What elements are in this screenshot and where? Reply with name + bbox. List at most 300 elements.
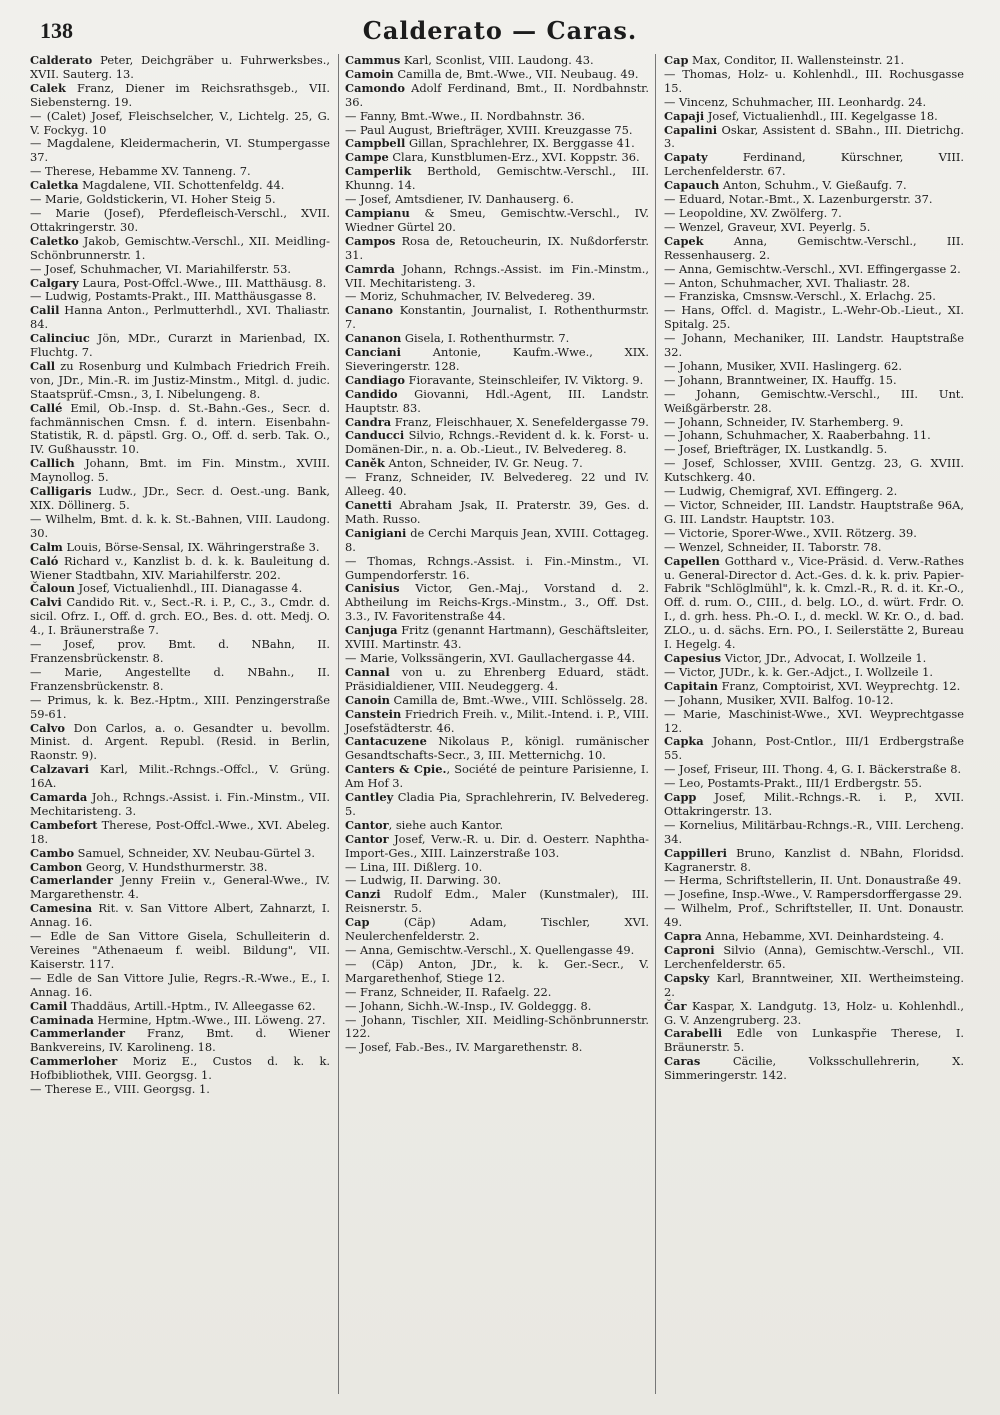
directory-entry	[30, 457, 330, 485]
directory-entry	[345, 555, 649, 583]
directory-entry	[345, 735, 649, 763]
directory-entry	[664, 708, 964, 736]
entry-surname: Camil	[30, 998, 68, 1013]
entry-details: Cäcilie, Volksschullehrerin, X. Simmeringerstr. 142.	[664, 1054, 964, 1083]
entry-details: Franz, Fleischhauer, X. Senefeldergasse 79.	[391, 414, 649, 429]
directory-entry	[345, 82, 649, 110]
directory-entry	[345, 416, 649, 430]
directory-entry	[664, 930, 964, 944]
entry-surname: Caminada	[30, 1012, 94, 1027]
entry-surname: Calligaris	[30, 484, 92, 499]
entry-details: Karl, Sconlist, VIII. Laudong. 43.	[400, 54, 594, 67]
entry-details: Bruno, Kanzlist d. NBahn, Floridsd. Kagranerstr. 8.	[664, 845, 964, 874]
entry-details: — Ludwig, Postamts-Prakt., III. Matthäusgasse 8.	[30, 289, 317, 304]
directory-entry	[30, 1014, 330, 1028]
directory-entry	[345, 874, 649, 888]
entry-details: Karl, Milit.-Rchngs.-Offcl., V. Grüng. 16A.	[30, 762, 330, 791]
entry-details: Gotthard v., Vice-Präsid. d. Verw.-Rathes u. General-Director d. Act.-Ges. d. k. k. priv. Papier-Fabrik "Schlöglmühl", k. k. Cmzl.-R., R. d. it. Kr.-O., Off. d. rum. O., CIII., d. belg. LO., d. würt. Frdr. O. I., d. grh. hess. Ph.-O. I., d. meckl. W. Kr. O., d. bad. ZLO., u. d. sächs. Ern. PO., I. Seilerstätte 2, Bureau I. Hegelg. 4.	[664, 553, 964, 652]
entry-surname: Cantor	[345, 831, 389, 846]
entry-surname: Calvi	[30, 595, 62, 610]
entry-details: — Franz, Schneider, IV. Belvedereg. 22 und IV. Alleeg. 40.	[345, 470, 649, 499]
entry-surname: Cammus	[345, 54, 401, 67]
entry-details: Hanna Anton., Perlmutterhdl., XVI. Thaliastr. 84.	[30, 303, 330, 332]
entry-details: — Vincenz, Schuhmacher, III. Leonhardg. 24.	[664, 94, 927, 109]
entry-surname: Camrda	[345, 261, 395, 276]
directory-entry	[345, 958, 649, 986]
entry-details: Nikolaus P., königl. rumänischer Gesandtschafts-Secr., 3, III. Metternichg. 10.	[345, 734, 649, 763]
entry-details: — Thomas, Holz- u. Kohlenhdl., III. Rochusgasse 15.	[664, 66, 964, 95]
entry-details: — Wenzel, Graveur, XVI. Peyerlg. 5.	[664, 219, 871, 234]
entry-surname: Canano	[345, 303, 393, 318]
entry-details: Franz, Comptoirist, XVI. Weyprechtg. 12.	[718, 678, 961, 693]
entry-details: — Thomas, Rchngs.-Assist. i. Fin.-Minstm., VI. Gumpendorferstr. 16.	[345, 553, 649, 582]
directory-entry	[30, 694, 330, 722]
entry-details: — Wilhelm, Bmt. d. k. k. St.-Bahnen, VIII. Laudong. 30.	[30, 511, 330, 540]
directory-entry	[30, 110, 330, 138]
entry-surname: Canstein	[345, 706, 402, 721]
directory-entry	[345, 304, 649, 332]
directory-entry	[664, 179, 964, 193]
entry-details: — Josef, Amtsdiener, IV. Danhauserg. 6.	[345, 192, 574, 207]
directory-entry	[345, 137, 649, 151]
entry-details: Abraham Jsak, II. Praterstr. 39, Ges. d. Math. Russo.	[345, 498, 649, 526]
directory-entry	[664, 374, 964, 388]
entry-details: — Anton, Schuhmacher, XVI. Thaliastr. 28.	[664, 275, 911, 290]
entry-details: — Therese E., VIII. Georgsg. 1.	[30, 1082, 210, 1097]
entry-details: — Johann, Branntweiner, IX. Hauffg. 15.	[664, 372, 897, 387]
directory-entry	[664, 902, 964, 930]
directory-entry	[664, 290, 964, 304]
directory-entry	[664, 54, 964, 68]
entry-details: Johann, Rchngs.-Assist. im Fin.-Minstm., VII. Mechitaristeng. 3.	[345, 261, 649, 290]
entry-details: — Hans, Offcl. d. Magistr., L.-Wehr-Ob.-Lieut., XI. Spitalg. 25.	[664, 303, 964, 332]
directory-entry	[345, 124, 649, 138]
entry-details: Jenny Freiin v., General-Wwe., IV. Margarethenstr. 4.	[30, 873, 330, 902]
entry-surname: Camerlander	[30, 873, 113, 888]
directory-entry	[664, 304, 964, 332]
entry-details: Georg, V. Hundsthurmerstr. 38.	[82, 859, 268, 874]
directory-entry	[664, 388, 964, 416]
entry-surname: Caproni	[664, 943, 715, 957]
entry-surname: Candido	[345, 386, 398, 401]
directory-entry	[30, 638, 330, 666]
directory-entry	[30, 763, 330, 791]
directory-entry	[30, 137, 330, 165]
entry-details: — Paul August, Briefträger, XVIII. Kreuzgasse 75.	[345, 122, 633, 137]
directory-entry	[345, 763, 649, 791]
directory-entry	[30, 402, 330, 458]
directory-entry	[345, 652, 649, 666]
page-header	[30, 16, 970, 50]
entry-surname: Carabelli	[664, 1026, 723, 1041]
entry-surname: Callé	[30, 400, 63, 415]
entry-surname: Canjuga	[345, 623, 398, 638]
entry-surname: Campbell	[345, 136, 406, 151]
directory-entry	[345, 499, 649, 527]
directory-entry	[30, 596, 330, 638]
entry-details: Louis, Börse-Sensal, IX. Währingerstraße 3.	[62, 539, 320, 554]
directory-entry	[664, 555, 964, 652]
entry-details: Clara, Kunstblumen-Erz., XVI. Koppstr. 36.	[388, 150, 640, 165]
column-middle	[338, 54, 656, 1394]
entry-surname: Cap	[345, 915, 370, 930]
entry-details: Moriz E., Custos d. k. k. Hofbibliothek, VIII. Georgsg. 1.	[30, 1054, 330, 1083]
entry-details: (Cäp) Adam, Tischler, XVI. Neulerchenfelderstr. 2.	[345, 915, 649, 944]
directory-entry	[664, 235, 964, 263]
directory-entry	[345, 833, 649, 861]
entry-details: — Josef, Fab.-Bes., IV. Margarethenstr. 8.	[345, 1040, 583, 1055]
entry-details: Joh., Rchngs.-Assist. i. Fin.-Minstm., VII. Mechitaristeng. 3.	[30, 790, 330, 818]
directory-entry	[345, 916, 649, 944]
entry-details: Victor, JDr., Advocat, I. Wollzeile 1.	[721, 650, 927, 665]
entry-details: — Herma, Schriftstellerin, II. Unt. Donaustraße 49.	[664, 873, 962, 888]
entry-details: Rudolf Edm., Maler (Kunstmaler), III. Reisnerstr. 5.	[345, 887, 649, 916]
directory-entry	[30, 930, 330, 972]
directory-entry	[30, 165, 330, 179]
entry-details: — (Cäp) Anton, JDr., k. k. Ger.-Secr., V. Margarethenhof, Stiege 12.	[345, 956, 649, 985]
entry-details: — Wenzel, Schneider, II. Taborstr. 78.	[664, 539, 882, 554]
entry-details: — Fanny, Bmt.-Wwe., II. Nordbahnstr. 36.	[345, 108, 585, 123]
directory-entry	[664, 944, 964, 972]
entry-details: Don Carlos, a. o. Gesandter u. bevollm. Minist. d. Argent. Republ. (Resid. in Berlin, Raonstr. 9).	[30, 720, 330, 763]
directory-entry	[345, 110, 649, 124]
directory-entry	[664, 360, 964, 374]
directory-entry	[30, 54, 330, 82]
entry-surname: Capaty	[664, 150, 708, 165]
directory-entry	[345, 819, 649, 833]
entry-details: Franz, Diener im Reichsrathsgeb., VII. Siebensterng. 19.	[30, 80, 330, 109]
directory-entry	[664, 972, 964, 1000]
entry-details: — Marie, Angestellte d. NBahn., II. Franzensbrückenstr. 8.	[30, 664, 330, 693]
entry-details: — Johann, Mechaniker, III. Landstr. Hauptstraße 32.	[664, 331, 964, 360]
entry-surname: Campianu	[345, 205, 410, 220]
directory-entry	[664, 694, 964, 708]
entry-details: — Wilhelm, Prof., Schriftsteller, II. Unt. Donaustr. 49.	[664, 901, 964, 930]
directory-entry	[664, 429, 964, 443]
entry-details: — Lina, III. Dißlerg. 10.	[345, 859, 483, 874]
directory-entry	[30, 861, 330, 875]
entry-details: Laura, Post-Offcl.-Wwe., III. Matthäusg. 8.	[78, 275, 327, 290]
directory-entry	[30, 541, 330, 555]
entry-surname: Canigiani	[345, 525, 407, 540]
entry-surname: Campe	[345, 150, 389, 165]
entry-surname: Cantley	[345, 790, 394, 805]
entry-details: Camilla de, Bmt.-Wwe., VIII. Schlösselg. 28.	[389, 692, 648, 707]
directory-entry	[30, 791, 330, 819]
directory-entry	[345, 582, 649, 624]
entry-surname: Capitain	[664, 678, 718, 693]
entry-details: Berthold, Gemischtw.-Verschl., III. Khunng. 14.	[345, 164, 649, 193]
directory-entry	[30, 179, 330, 193]
entry-surname: Calek	[30, 80, 66, 95]
entry-surname: Calinciuc	[30, 331, 90, 346]
entry-details: Antonie, Kaufm.-Wwe., XIX. Sieveringerstr. 128.	[345, 345, 649, 373]
directory-entry	[30, 332, 330, 360]
entry-surname: Caletko	[30, 233, 79, 248]
directory-entry	[345, 624, 649, 652]
entry-details: — Franziska, Cmsnsw.-Verschl., X. Erlachg. 25.	[664, 289, 936, 304]
entry-surname: Capalini	[664, 122, 718, 137]
directory-entry	[345, 151, 649, 165]
entry-details: — Ludwig, Chemigraf, XVI. Effingerg. 2.	[664, 484, 898, 499]
directory-entry	[30, 235, 330, 263]
directory-entry	[30, 555, 330, 583]
entry-details: — Josef, Schuhmacher, VI. Mariahilferstr. 53.	[30, 261, 292, 276]
directory-entry	[664, 819, 964, 847]
directory-entry	[664, 527, 964, 541]
directory-entry	[345, 1041, 649, 1055]
entry-details: Anton, Schneider, IV. Gr. Neug. 7.	[384, 456, 583, 471]
entry-surname: Cambefort	[30, 817, 98, 832]
directory-entry	[30, 513, 330, 541]
entry-details: Samuel, Schneider, XV. Neubau-Gürtel 3.	[74, 845, 315, 860]
entry-surname: Calzavari	[30, 762, 89, 777]
entry-details: — Johann, Sichh.-W.-Insp., IV. Goldeggg. 8.	[345, 998, 592, 1013]
directory-entry	[30, 972, 330, 1000]
directory-entry	[664, 1000, 964, 1028]
entry-surname: Capaji	[664, 108, 705, 123]
entry-surname: Capellen	[664, 553, 720, 568]
entry-surname: Camoin	[345, 66, 394, 81]
entry-details: — Leopoldine, XV. Zwölferg. 7.	[664, 205, 842, 220]
entry-surname: Caněk	[345, 456, 385, 471]
directory-entry	[30, 277, 330, 291]
entry-details: Adolf Ferdinand, Bmt., II. Nordbahnstr. 36.	[345, 80, 649, 109]
directory-entry	[345, 1014, 649, 1042]
entry-details: — Marie, Maschinist-Wwe., XVI. Weyprechtgasse 12.	[664, 706, 964, 735]
entry-details: Josef, Victualienhdl., III. Dianagasse 4.	[74, 581, 303, 596]
entry-surname: Čar	[664, 998, 687, 1013]
directory-entry	[345, 666, 649, 694]
entry-details: Johann, Bmt. im Fin. Minstm., XVIII. Maynollog. 5.	[30, 456, 330, 485]
entry-details: Ludw., JDr., Secr. d. Oest.-ung. Bank, XIX. Döllinerg. 5.	[30, 484, 330, 512]
entry-details: — Victor, JUDr., k. k. Ger.-Adjct., I. Wollzeile 1.	[664, 664, 934, 679]
entry-surname: Cammerloher	[30, 1054, 118, 1069]
entry-surname: Cananon	[345, 331, 402, 346]
directory-entry	[664, 263, 964, 277]
entry-details: — Josef, Friseur, III. Thong. 4, G. I. Bäckerstraße 8.	[664, 762, 962, 777]
entry-details: , Société de peinture Parisienne, I. Am Hof 3.	[345, 762, 650, 791]
entry-surname: Capauch	[664, 178, 720, 193]
entry-details: — Moriz, Schuhmacher, IV. Belvedereg. 39.	[345, 289, 596, 304]
directory-entry	[664, 151, 964, 179]
entry-details: — Edle de San Vittore Julie, Regrs.-R.-Wwe., E., I. Annag. 16.	[30, 970, 330, 999]
directory-entry	[664, 680, 964, 694]
entry-details: Rosa de, Retoucheurin, IX. Nußdorferstr. 31.	[345, 233, 649, 262]
entry-details: — Marie (Josef), Pferdefleisch-Verschl., XVII. Ottakringerstr. 30.	[30, 205, 330, 234]
entry-details: Anton, Schuhm., V. Gießaufg. 7.	[719, 178, 907, 193]
entry-details: Camilla de, Bmt.-Wwe., VII. Neubaug. 49.	[393, 66, 639, 81]
entry-surname: Capra	[664, 929, 702, 944]
entry-details: Richard v., Kanzlist b. d. k. k. Bauleitung d. Wiener Stadtbahn, XIV. Mariahilferstr. 202.	[30, 553, 330, 582]
directory-entry	[664, 735, 964, 763]
entry-surname: Calvo	[30, 720, 65, 735]
entry-details: von u. zu Ehrenberg Eduard, städt. Präsidialdiener, VIII. Neudeggerg. 4.	[345, 664, 649, 693]
entry-details: Jön, MDr., Curarzt in Marienbad, IX. Fluchtg. 7.	[30, 331, 330, 360]
entry-details: Fioravante, Steinschleifer, IV. Viktorg. 9.	[404, 372, 644, 387]
entry-surname: Callich	[30, 456, 75, 471]
entry-surname: Calm	[30, 539, 63, 554]
entry-details: , siehe auch Kantor.	[388, 817, 504, 832]
entry-surname: Canciani	[345, 345, 401, 360]
entry-surname: Cannal	[345, 664, 390, 679]
entry-surname: Cambo	[30, 845, 75, 860]
entry-details: Anna, Hebamme, XVI. Deinhardsteing. 4.	[701, 929, 945, 944]
entry-details: — Primus, k. k. Bez.-Hptm., XIII. Penzingerstraße 59-61.	[30, 692, 330, 721]
entry-details: — Josef, prov. Bmt. d. NBahn, II. Franzensbrückenstr. 8.	[30, 637, 330, 665]
directory-entry	[345, 332, 649, 346]
entry-surname: Camondo	[345, 80, 405, 95]
entry-surname: Call	[30, 358, 56, 373]
directory-entry	[345, 457, 649, 471]
entry-details: de Cerchi Marquis Jean, XVIII. Cottageg. 8.	[345, 525, 649, 554]
entry-details: Oskar, Assistent d. SBahn., III. Dietrichg. 3.	[664, 122, 964, 151]
directory-entry	[345, 694, 649, 708]
directory-entry	[664, 791, 964, 819]
column-right	[664, 54, 964, 1394]
entry-details: — Therese, Hebamme XV. Tanneng. 7.	[30, 164, 251, 179]
entry-details: — Johann, Schuhmacher, X. Raaberbahng. 11.	[664, 428, 931, 443]
directory-entry	[345, 888, 649, 916]
entry-details: Jakob, Gemischtw.-Verschl., XII. Meidling-Schönbrunnerstr. 1.	[30, 233, 330, 262]
entry-details: — Franz, Schneider, II. Rafaelg. 22.	[345, 984, 552, 999]
directory-entry	[345, 263, 649, 291]
entry-details: Konstantin, Journalist, I. Rothenthurmstr. 7.	[345, 303, 649, 332]
directory-entry	[30, 722, 330, 764]
entry-details: Max, Conditor, II. Wallensteinstr. 21.	[688, 54, 905, 67]
directory-entry	[345, 346, 649, 374]
directory-entry	[30, 263, 330, 277]
directory-entry	[345, 861, 649, 875]
entry-details: & Smeu, Gemischtw.-Verschl., IV. Wiedner Gürtel 20.	[345, 205, 649, 234]
entry-details: — (Calet) Josef, Fleischselcher, V., Lichtelg. 25, G. V. Fockyg. 10	[30, 108, 330, 137]
directory-entry	[30, 82, 330, 110]
entry-details: Franz, Bmt. d. Wiener Bankvereins, IV. Karolineng. 18.	[30, 1026, 330, 1055]
entry-details: Cladia Pia, Sprachlehrerin, IV. Belvedereg. 5.	[345, 790, 649, 818]
directory-entry	[664, 1055, 964, 1083]
directory-entry	[30, 1000, 330, 1014]
directory-entry	[664, 485, 964, 499]
entry-details: Therese, Post-Offcl.-Wwe., XVI. Abeleg. 18.	[30, 817, 330, 846]
directory-entry	[345, 429, 649, 457]
entry-surname: Caras	[664, 1054, 701, 1069]
entry-details: Gisela, I. Rothenthurmstr. 7.	[401, 331, 570, 346]
entry-details: Victor, Gen.-Maj., Vorstand d. 2. Abtheilung im Reichs-Krgs.-Minstm., 3., Off. Dst. 3.3., IV. Favoritenstraße 44.	[345, 581, 649, 624]
entry-surname: Calil	[30, 303, 60, 318]
entry-details: — Josefine, Insp.-Wwe., V. Rampersdorffergasse 29.	[664, 887, 963, 902]
entry-surname: Canducci	[345, 428, 405, 443]
running-head: Calderato — Caras.	[362, 16, 638, 45]
entry-details: — Johann, Musiker, XVII. Balfog. 10-12.	[664, 692, 894, 707]
entry-details: — Ludwig, II. Darwing. 30.	[345, 873, 502, 888]
entry-details: — Josef, Briefträger, IX. Lustkandlg. 5.	[664, 442, 888, 457]
directory-entry	[345, 374, 649, 388]
entry-surname: Cap	[664, 54, 689, 67]
entry-details: Candido Rit. v., Sect.-R. i. P., C., 3., Cmdr. d. sicil. Ofrz. I., Off. d. grch. EO., Bes. d. ott. Medj. O. 4., I. Bräunerstraße 7.	[30, 595, 330, 638]
entry-details: Johann, Post-Cntlor., III/1 Erdbergstraße 55.	[664, 734, 964, 763]
entry-details: — Victor, Schneider, III. Landstr. Hauptstraße 96A, G. III. Landstr. Hauptstr. 103.	[664, 498, 964, 526]
entry-surname: Camesina	[30, 901, 93, 916]
directory-entry	[664, 221, 964, 235]
entry-details: — Eduard, Notar.-Bmt., X. Lazenburgerstr. 37.	[664, 192, 933, 207]
directory-entry	[30, 1027, 330, 1055]
entry-details: — Anna, Gemischtw.-Verschl., XVI. Effingergasse 2.	[664, 261, 961, 276]
entry-details: Magdalene, VII. Schottenfeldg. 44.	[78, 178, 285, 193]
directory-entry	[345, 791, 649, 819]
entry-details: Hermine, Hptm.-Wwe., III. Löweng. 27.	[93, 1012, 326, 1027]
directory-entry	[345, 1000, 649, 1014]
directory-entry	[345, 471, 649, 499]
entry-surname: Candiago	[345, 372, 405, 387]
entry-surname: Canisius	[345, 581, 400, 596]
entry-surname: Cammerlander	[30, 1026, 126, 1041]
directory-entry	[664, 763, 964, 777]
directory-entry	[664, 847, 964, 875]
directory-entry	[664, 777, 964, 791]
entry-details: — Marie, Volkssängerin, XVI. Gaullachergasse 44.	[345, 650, 636, 665]
entry-details: — Leo, Postamts-Prakt., III/1 Erdbergstr. 55.	[664, 776, 923, 791]
directory-entry	[345, 235, 649, 263]
directory-entry	[664, 332, 964, 360]
entry-details: Josef, Victualienhdl., III. Kegelgasse 18.	[704, 108, 938, 123]
directory-entry	[345, 207, 649, 235]
entry-surname: Capp	[664, 790, 697, 805]
entry-surname: Cantacuzene	[345, 734, 427, 749]
directory-entry	[664, 110, 964, 124]
entry-details: Emil, Ob.-Insp. d. St.-Bahn.-Ges., Secr. d. fachmännischen Cmsn. f. d. intern. Eisenbahn-Statistik, R. d. päpstl. Grg. O., Off. d. serb. Tak. O., IV. Gußhausstr. 10.	[30, 400, 330, 457]
entry-details: — Victorie, Sporer-Wwe., XVII. Rötzerg. 39.	[664, 525, 917, 540]
entry-details: Anna, Gemischtw.-Verschl., III. Ressenhauserg. 2.	[664, 233, 964, 262]
entry-details: Thaddäus, Artill.-Hptm., IV. Alleegasse 62.	[67, 998, 316, 1013]
entry-surname: Candra	[345, 414, 392, 429]
directory-entry	[664, 652, 964, 666]
directory-entry	[664, 888, 964, 902]
directory-entry	[30, 193, 330, 207]
directory-entry	[664, 96, 964, 110]
entry-surname: Cappilleri	[664, 845, 727, 860]
entry-details: Silvio (Anna), Gemischtw.-Verschl., VII. Lerchenfelderstr. 65.	[664, 943, 964, 971]
entry-surname: Canzi	[345, 887, 381, 902]
entry-surname: Camperlik	[345, 164, 412, 179]
entry-surname: Canoin	[345, 692, 390, 707]
directory-entry	[664, 124, 964, 152]
entry-details: — Johann, Musiker, XVII. Haslingerg. 62.	[664, 358, 902, 373]
page-number: 138	[40, 18, 73, 43]
directory-entry	[345, 54, 649, 68]
directory-entry	[345, 290, 649, 304]
entry-details: — Marie, Goldstickerin, VI. Hoher Steig 5.	[30, 192, 276, 207]
entry-details: — Anna, Gemischtw.-Verschl., X. Quellengasse 49.	[345, 943, 635, 957]
directory-entry	[345, 68, 649, 82]
columns	[30, 54, 970, 1394]
entry-surname: Čaloun	[30, 581, 75, 596]
entry-surname: Canetti	[345, 498, 392, 512]
entry-surname: Capka	[664, 734, 704, 749]
entry-details: Rit. v. San Vittore Albert, Zahnarzt, I. Annag. 16.	[30, 901, 330, 930]
directory-entry	[30, 360, 330, 402]
entry-details: Gillan, Sprachlehrer, IX. Berggasse 41.	[405, 136, 635, 151]
entry-details: Fritz (genannt Hartmann), Geschäftsleiter, XVIII. Martinstr. 43.	[345, 623, 649, 652]
directory-entry	[30, 847, 330, 861]
entry-surname: Calgary	[30, 275, 79, 290]
entry-details: Edle von Lunkaspřie Therese, I. Bräunerstr. 5.	[664, 1026, 964, 1055]
directory-entry	[345, 527, 649, 555]
entry-details: Friedrich Freih. v., Milit.-Intend. i. P., VIII. Josefstädterstr. 46.	[345, 706, 649, 735]
directory-entry	[345, 165, 649, 193]
directory-entry	[664, 277, 964, 291]
entry-details: Giovanni, Hdl.-Agent, III. Landstr. Hauptstr. 83.	[345, 386, 649, 415]
directory-entry	[30, 207, 330, 235]
